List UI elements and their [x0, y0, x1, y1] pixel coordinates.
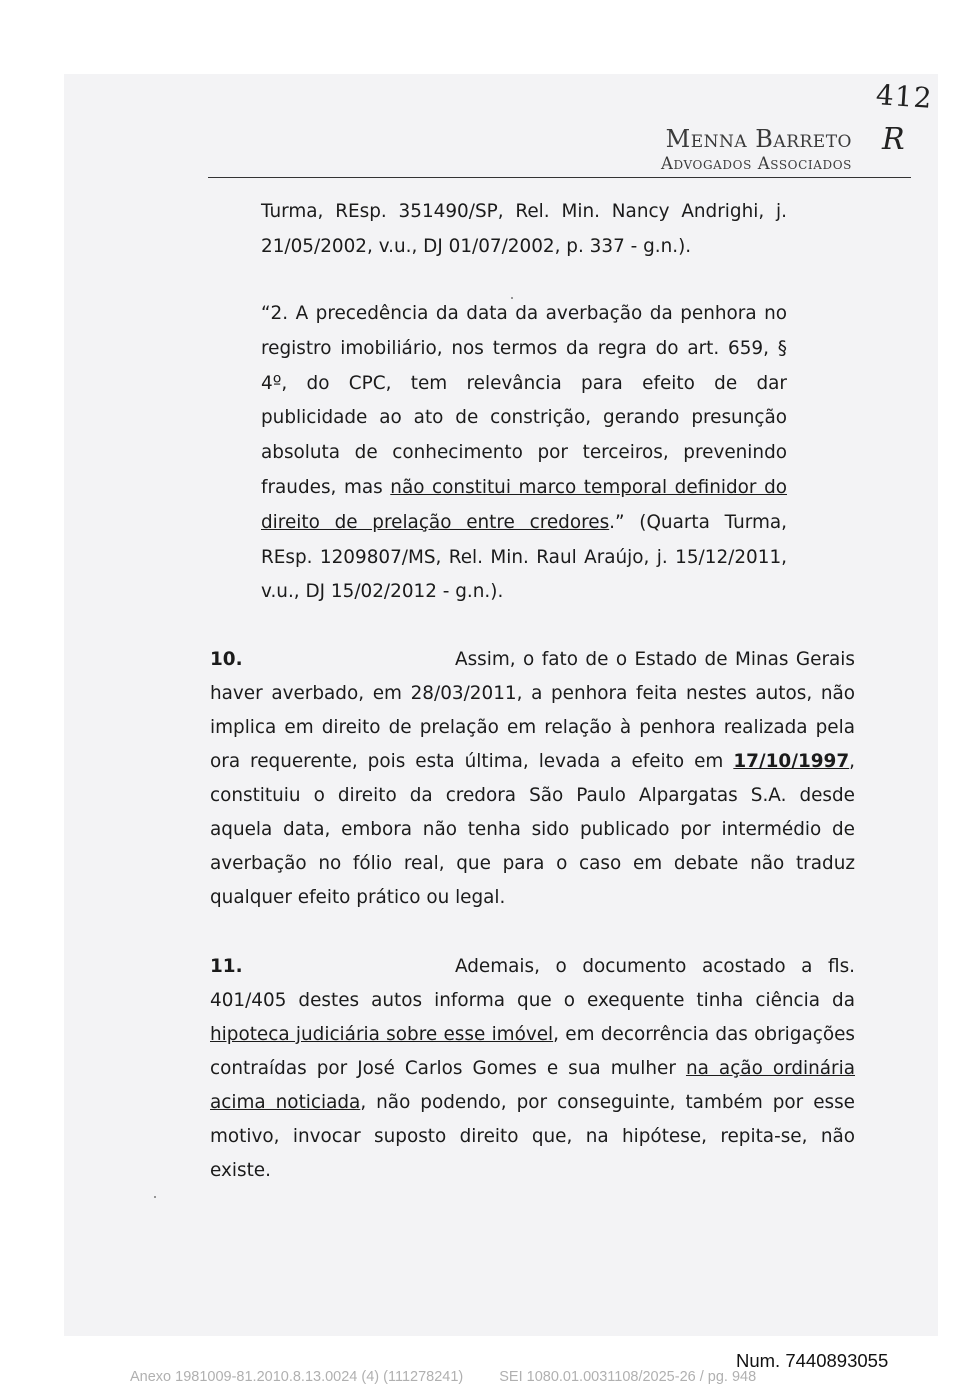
footer-annex: Anexo 1981009-81.2010.8.13.0024 (4) (111278241): [130, 1369, 464, 1385]
footer-stamp: [130, 1369, 792, 1385]
letterhead: [661, 124, 852, 174]
quote-1-text: Turma, REsp. 351490/SP, Rel. Min. Nancy Andrighi, j. 21/05/2002, v.u., DJ 01/07/2002, p. 337 - g.n.).: [261, 201, 787, 257]
paragraph-11-underlined-2: na ação ordinária acima noticiada: [210, 1058, 855, 1113]
paragraph-11-part3: , não podendo, por conseguinte, também por esse motivo, invocar suposto direito que, na hipótese, repita-se, não existe.: [210, 1092, 855, 1181]
quote-2-underlined: não constitui marco temporal definidor do direito de prelação entre credores: [261, 476, 787, 533]
scan-speck: [154, 1196, 156, 1198]
quote-2-part2: .” (Quarta Turma, REsp. 1209807/MS, Rel. Min. Raul Araújo, j. 15/12/2011, v.u., DJ 15/02/2012 - g.n.).: [261, 511, 787, 603]
handwritten-rubric: R: [882, 122, 905, 157]
paragraph-10-number: 10.: [210, 649, 243, 670]
paragraph-11-underlined-1: hipoteca judiciária sobre esse imóvel: [210, 1024, 554, 1045]
document-number-stamp: Num. 7440893055: [736, 1350, 889, 1371]
quote-continuation: [261, 195, 787, 265]
scan-speck: [511, 297, 513, 299]
quote-2: [261, 297, 787, 610]
firm-subtitle: Advogados Associados: [660, 154, 852, 173]
paragraph-10: [210, 643, 855, 915]
paragraph-11-part1: Ademais, o documento acostado a fls. 401/405 destes autos informa que o exequente tinha ciência da: [210, 956, 855, 1011]
paragraph-10-part1: Assim, o fato de o Estado de Minas Gerais haver averbado, em 28/03/2011, a penhora feita nestes autos, não implica em direito de prelação em relação à penhora realizada pela ora requerente, pois esta última, levada a efeito em: [210, 649, 855, 772]
paragraph-10-date: 17/10/1997: [733, 751, 850, 772]
paragraph-11-part2: , em decorrência das obrigações contraídas por José Carlos Gomes e sua mulher: [210, 1024, 855, 1079]
paragraph-11-number: 11.: [210, 956, 243, 977]
firm-name: Menna Barreto: [665, 125, 852, 153]
paragraph-10-part2: , constituiu o direito da credora São Paulo Alpargatas S.A. desde aquela data, embora não tenha sido publicado por intermédio de averbação no fólio real, que para o caso em debate não traduz qualquer efeito prático ou legal.: [210, 751, 855, 908]
footer-sei: SEI 1080.01.0031108/2025-26 / pg. 948: [499, 1369, 757, 1385]
header-divider: [208, 177, 911, 178]
quote-2-part1: “2. A precedência da data da averbação da penhora no registro imobiliário, nos termos da regra do art. 659, § 4º, do CPC, tem relevância para efeito de dar publicidade ao ato de constrição, gerando presunção absoluta de conhecimento por terceiros, prevenindo fraudes, mas: [261, 303, 787, 498]
handwritten-folio-number: 412: [874, 78, 934, 115]
paragraph-11: [210, 950, 855, 1188]
